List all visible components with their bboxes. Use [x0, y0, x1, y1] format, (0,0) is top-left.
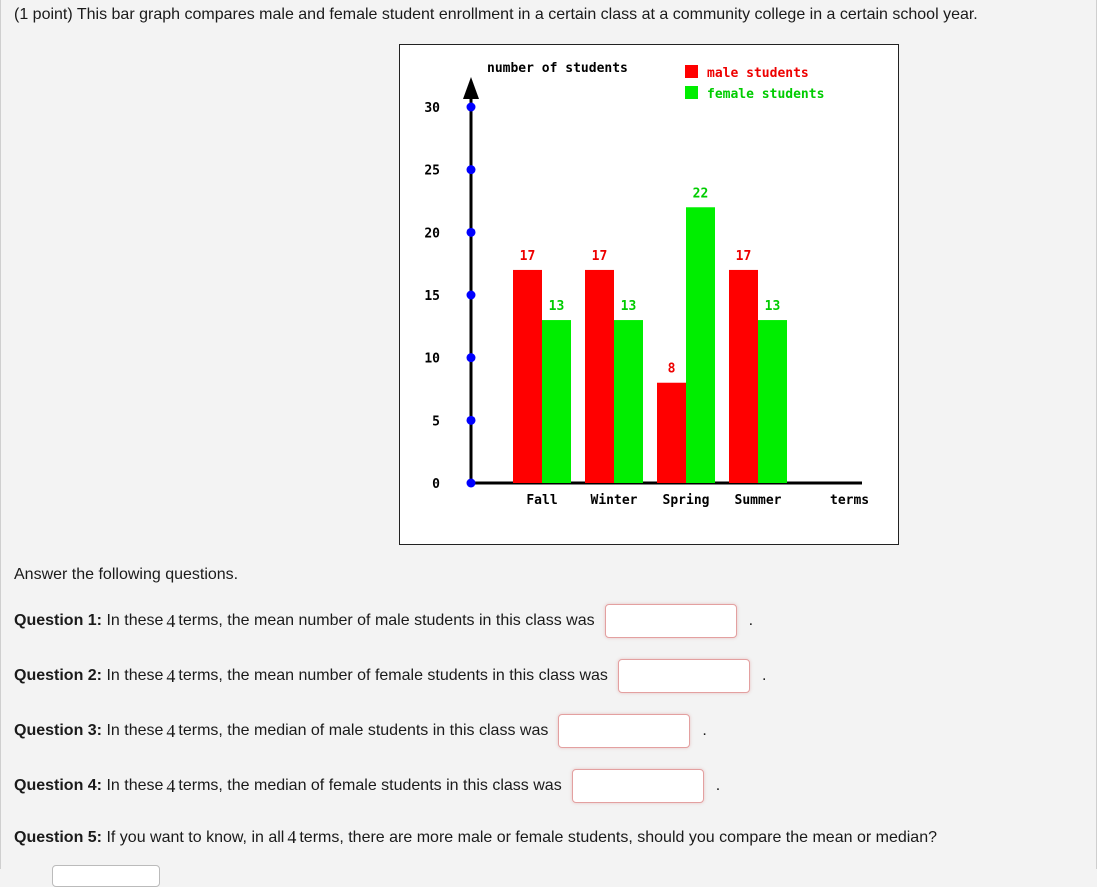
question-2-number: 4 — [166, 665, 176, 686]
legend-swatch — [685, 65, 698, 78]
question-4-text-pre: In these — [106, 777, 164, 794]
y-tick-label: 30 — [424, 101, 440, 116]
bar-value-label: 17 — [735, 248, 752, 264]
question-3-label: Question 3: — [14, 722, 103, 739]
bar-value-label: 13 — [764, 299, 781, 315]
question-2-label: Question 2: — [14, 667, 103, 684]
question-4-text: terms, the median of female students in this class was — [178, 777, 562, 794]
bar-chart — [399, 44, 899, 545]
bar-chart-svg — [400, 45, 898, 544]
question-2-text-pre: In these — [106, 667, 164, 684]
bar-value-label: 13 — [548, 299, 565, 315]
x-axis-title: terms — [830, 493, 870, 508]
question-1-label: Question 1: — [14, 612, 103, 629]
y-tick-label: 0 — [432, 477, 440, 492]
question-4-label: Question 4: — [14, 777, 103, 794]
question-3 — [14, 714, 707, 748]
y-tick-marker — [467, 353, 476, 362]
question-4-number: 4 — [166, 775, 176, 796]
y-tick-marker — [467, 103, 476, 112]
question-3-answer-input[interactable] — [558, 714, 690, 748]
x-tick-label: Spring — [662, 493, 710, 508]
question-3-number: 4 — [166, 720, 176, 741]
question-4 — [14, 769, 720, 803]
x-tick-label: Summer — [734, 493, 782, 508]
y-tick-marker — [467, 228, 476, 237]
question-5-answer-select[interactable] — [52, 865, 160, 887]
bar-male-winter — [585, 270, 614, 483]
y-tick-label: 10 — [424, 351, 440, 367]
bar-female-winter — [614, 320, 643, 483]
legend-label: female students — [707, 87, 825, 102]
y-tick-marker — [467, 291, 476, 300]
problem-intro: (1 point) This bar graph compares male and female student enrollment in a certain class at a community college in a certain school year. — [14, 6, 978, 23]
question-1 — [14, 604, 753, 638]
bar-value-label: 13 — [620, 299, 637, 315]
bar-male-spring — [657, 383, 686, 483]
y-tick-label: 15 — [424, 289, 440, 304]
question-5-text: terms, there are more male or female students, should you compare the mean or median? — [299, 828, 937, 846]
x-tick-label: Winter — [590, 493, 638, 508]
y-tick-marker — [467, 479, 476, 488]
bar-value-label: 17 — [591, 248, 608, 264]
bar-value-label: 22 — [692, 186, 709, 202]
y-tick-label: 20 — [424, 226, 440, 242]
question-2-text: terms, the mean number of female students in this class was — [178, 667, 608, 684]
question-5 — [14, 827, 937, 848]
bar-female-summer — [758, 320, 787, 483]
question-4-answer-input[interactable] — [572, 769, 704, 803]
bar-male-fall — [513, 270, 542, 483]
y-tick-marker — [467, 165, 476, 174]
question-2-period: . — [761, 667, 767, 684]
answer-instructions: Answer the following questions. — [14, 566, 239, 583]
question-5-text-pre: If you want to know, in all — [106, 828, 285, 846]
question-1-answer-input[interactable] — [605, 604, 737, 638]
x-tick-label: Fall — [526, 493, 558, 508]
y-tick-label: 25 — [424, 163, 440, 179]
bar-female-spring — [686, 207, 715, 483]
question-2 — [14, 659, 766, 693]
y-axis-arrow-icon — [463, 77, 479, 99]
question-5-number: 4 — [287, 827, 297, 847]
y-tick-label: 5 — [432, 414, 440, 430]
question-2-answer-input[interactable] — [618, 659, 750, 693]
y-tick-marker — [467, 416, 476, 425]
bar-value-label: 17 — [519, 248, 536, 264]
question-3-text-pre: In these — [106, 722, 164, 739]
question-4-period: . — [715, 777, 721, 794]
legend-swatch — [685, 86, 698, 99]
question-5-label: Question 5: — [14, 828, 103, 846]
legend-label: male students — [707, 66, 809, 81]
bar-female-fall — [542, 320, 571, 483]
question-1-number: 4 — [166, 610, 176, 631]
question-1-text: terms, the mean number of male students in this class was — [178, 612, 595, 629]
question-1-period: . — [748, 612, 754, 629]
bar-value-label: 8 — [667, 361, 676, 377]
bar-male-summer — [729, 270, 758, 483]
question-1-text-pre: In these — [106, 612, 164, 629]
y-axis-title: number of students — [487, 61, 628, 76]
question-3-period: . — [702, 722, 707, 739]
question-3-text: terms, the median of male students in this class was — [178, 722, 549, 739]
